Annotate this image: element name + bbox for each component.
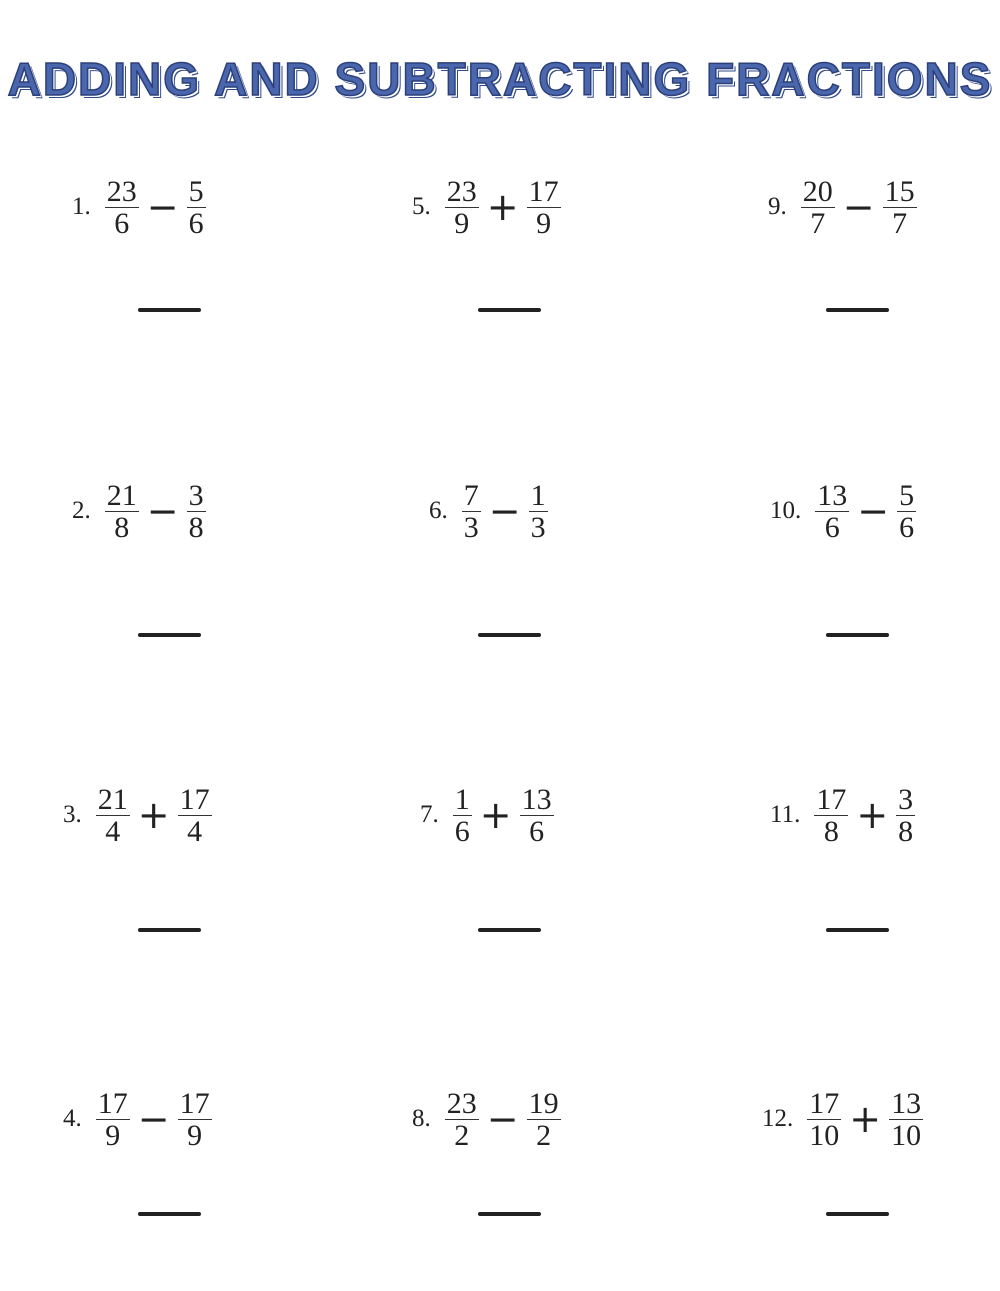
problem-number: 12. [762, 1105, 794, 1132]
fraction [527, 176, 561, 239]
answer-line[interactable] [138, 633, 201, 637]
plus-operator: + [479, 793, 512, 837]
problem-number: 5. [412, 193, 431, 220]
worksheet-title: ADDING AND SUBTRACTING FRACTIONS [7, 53, 993, 105]
numerator: 3 [188, 478, 204, 512]
denominator: 9 [187, 1118, 203, 1152]
denominator: 6 [188, 206, 204, 240]
denominator: 2 [536, 1118, 552, 1152]
problem-9 [768, 172, 917, 242]
problem-10 [770, 476, 916, 546]
minus-operator: − [842, 185, 875, 229]
problem-number: 3. [63, 801, 82, 828]
problem-8 [412, 1084, 561, 1154]
answer-line[interactable] [826, 633, 889, 637]
fraction [814, 784, 848, 847]
denominator: 2 [454, 1118, 470, 1152]
denominator: 6 [529, 814, 545, 848]
problem-7 [420, 780, 554, 850]
numerator: 15 [884, 174, 915, 208]
problem-5 [412, 172, 561, 242]
numerator: 17 [179, 782, 210, 816]
numerator: 17 [528, 174, 559, 208]
minus-operator: − [137, 1097, 170, 1141]
denominator: 10 [809, 1118, 840, 1152]
denominator: 3 [530, 510, 546, 544]
fraction [178, 784, 212, 847]
numerator: 13 [891, 1086, 922, 1120]
fraction [529, 480, 548, 543]
denominator: 8 [898, 814, 914, 848]
numerator: 23 [106, 174, 137, 208]
answer-line[interactable] [478, 308, 541, 312]
answer-line[interactable] [826, 308, 889, 312]
fraction [105, 176, 139, 239]
numerator: 13 [521, 782, 552, 816]
fraction [520, 784, 554, 847]
problem-6 [429, 476, 548, 546]
plus-operator: + [856, 793, 889, 837]
denominator: 6 [114, 206, 130, 240]
fraction [187, 176, 206, 239]
denominator: 6 [824, 510, 840, 544]
denominator: 7 [892, 206, 908, 240]
numerator: 1 [530, 478, 546, 512]
problem-4 [63, 1084, 212, 1154]
answer-line[interactable] [826, 928, 889, 932]
numerator: 3 [898, 782, 914, 816]
fraction [187, 480, 206, 543]
denominator: 4 [105, 814, 121, 848]
fraction [453, 784, 472, 847]
problem-number: 1. [72, 193, 91, 220]
numerator: 5 [188, 174, 204, 208]
problem-11 [770, 780, 915, 850]
minus-operator: − [488, 489, 521, 533]
denominator: 9 [454, 206, 470, 240]
numerator: 1 [454, 782, 470, 816]
fraction [889, 1088, 923, 1151]
problem-number: 10. [770, 497, 802, 524]
problem-2 [72, 476, 206, 546]
answer-line[interactable] [478, 633, 541, 637]
numerator: 23 [446, 174, 477, 208]
fraction [527, 1088, 561, 1151]
fraction [801, 176, 835, 239]
problem-number: 11. [770, 801, 801, 828]
numerator: 20 [802, 174, 833, 208]
answer-line[interactable] [138, 308, 201, 312]
denominator: 9 [536, 206, 552, 240]
denominator: 3 [463, 510, 479, 544]
minus-operator: − [146, 489, 179, 533]
numerator: 21 [97, 782, 128, 816]
denominator: 8 [188, 510, 204, 544]
plus-operator: + [137, 793, 170, 837]
numerator: 5 [899, 478, 915, 512]
denominator: 8 [114, 510, 130, 544]
problem-number: 9. [768, 193, 787, 220]
problem-number: 7. [420, 801, 439, 828]
fraction [445, 176, 479, 239]
problem-number: 2. [72, 497, 91, 524]
denominator: 6 [899, 510, 915, 544]
fraction [815, 480, 849, 543]
numerator: 13 [817, 478, 848, 512]
denominator: 7 [810, 206, 826, 240]
fraction [462, 480, 481, 543]
problem-3 [63, 780, 212, 850]
fraction [178, 1088, 212, 1151]
problem-1 [72, 172, 206, 242]
numerator: 21 [106, 478, 137, 512]
answer-line[interactable] [138, 1212, 201, 1216]
numerator: 19 [528, 1086, 559, 1120]
numerator: 17 [816, 782, 847, 816]
answer-line[interactable] [826, 1212, 889, 1216]
minus-operator: − [146, 185, 179, 229]
minus-operator: − [857, 489, 890, 533]
denominator: 10 [891, 1118, 922, 1152]
numerator: 23 [446, 1086, 477, 1120]
fraction [896, 784, 915, 847]
fraction [105, 480, 139, 543]
fraction [445, 1088, 479, 1151]
minus-operator: − [486, 1097, 519, 1141]
fraction [96, 1088, 130, 1151]
problem-number: 6. [429, 497, 448, 524]
denominator: 8 [823, 814, 839, 848]
numerator: 17 [179, 1086, 210, 1120]
answer-line[interactable] [478, 928, 541, 932]
plus-operator: + [849, 1097, 882, 1141]
answer-line[interactable] [138, 928, 201, 932]
fraction [883, 176, 917, 239]
plus-operator: + [486, 185, 519, 229]
fraction [897, 480, 916, 543]
problem-number: 8. [412, 1105, 431, 1132]
numerator: 7 [463, 478, 479, 512]
answer-line[interactable] [478, 1212, 541, 1216]
denominator: 6 [454, 814, 470, 848]
problem-number: 4. [63, 1105, 82, 1132]
denominator: 4 [187, 814, 203, 848]
numerator: 17 [809, 1086, 840, 1120]
problem-12 [762, 1084, 923, 1154]
denominator: 9 [105, 1118, 121, 1152]
numerator: 17 [97, 1086, 128, 1120]
fraction [807, 1088, 841, 1151]
fraction [96, 784, 130, 847]
